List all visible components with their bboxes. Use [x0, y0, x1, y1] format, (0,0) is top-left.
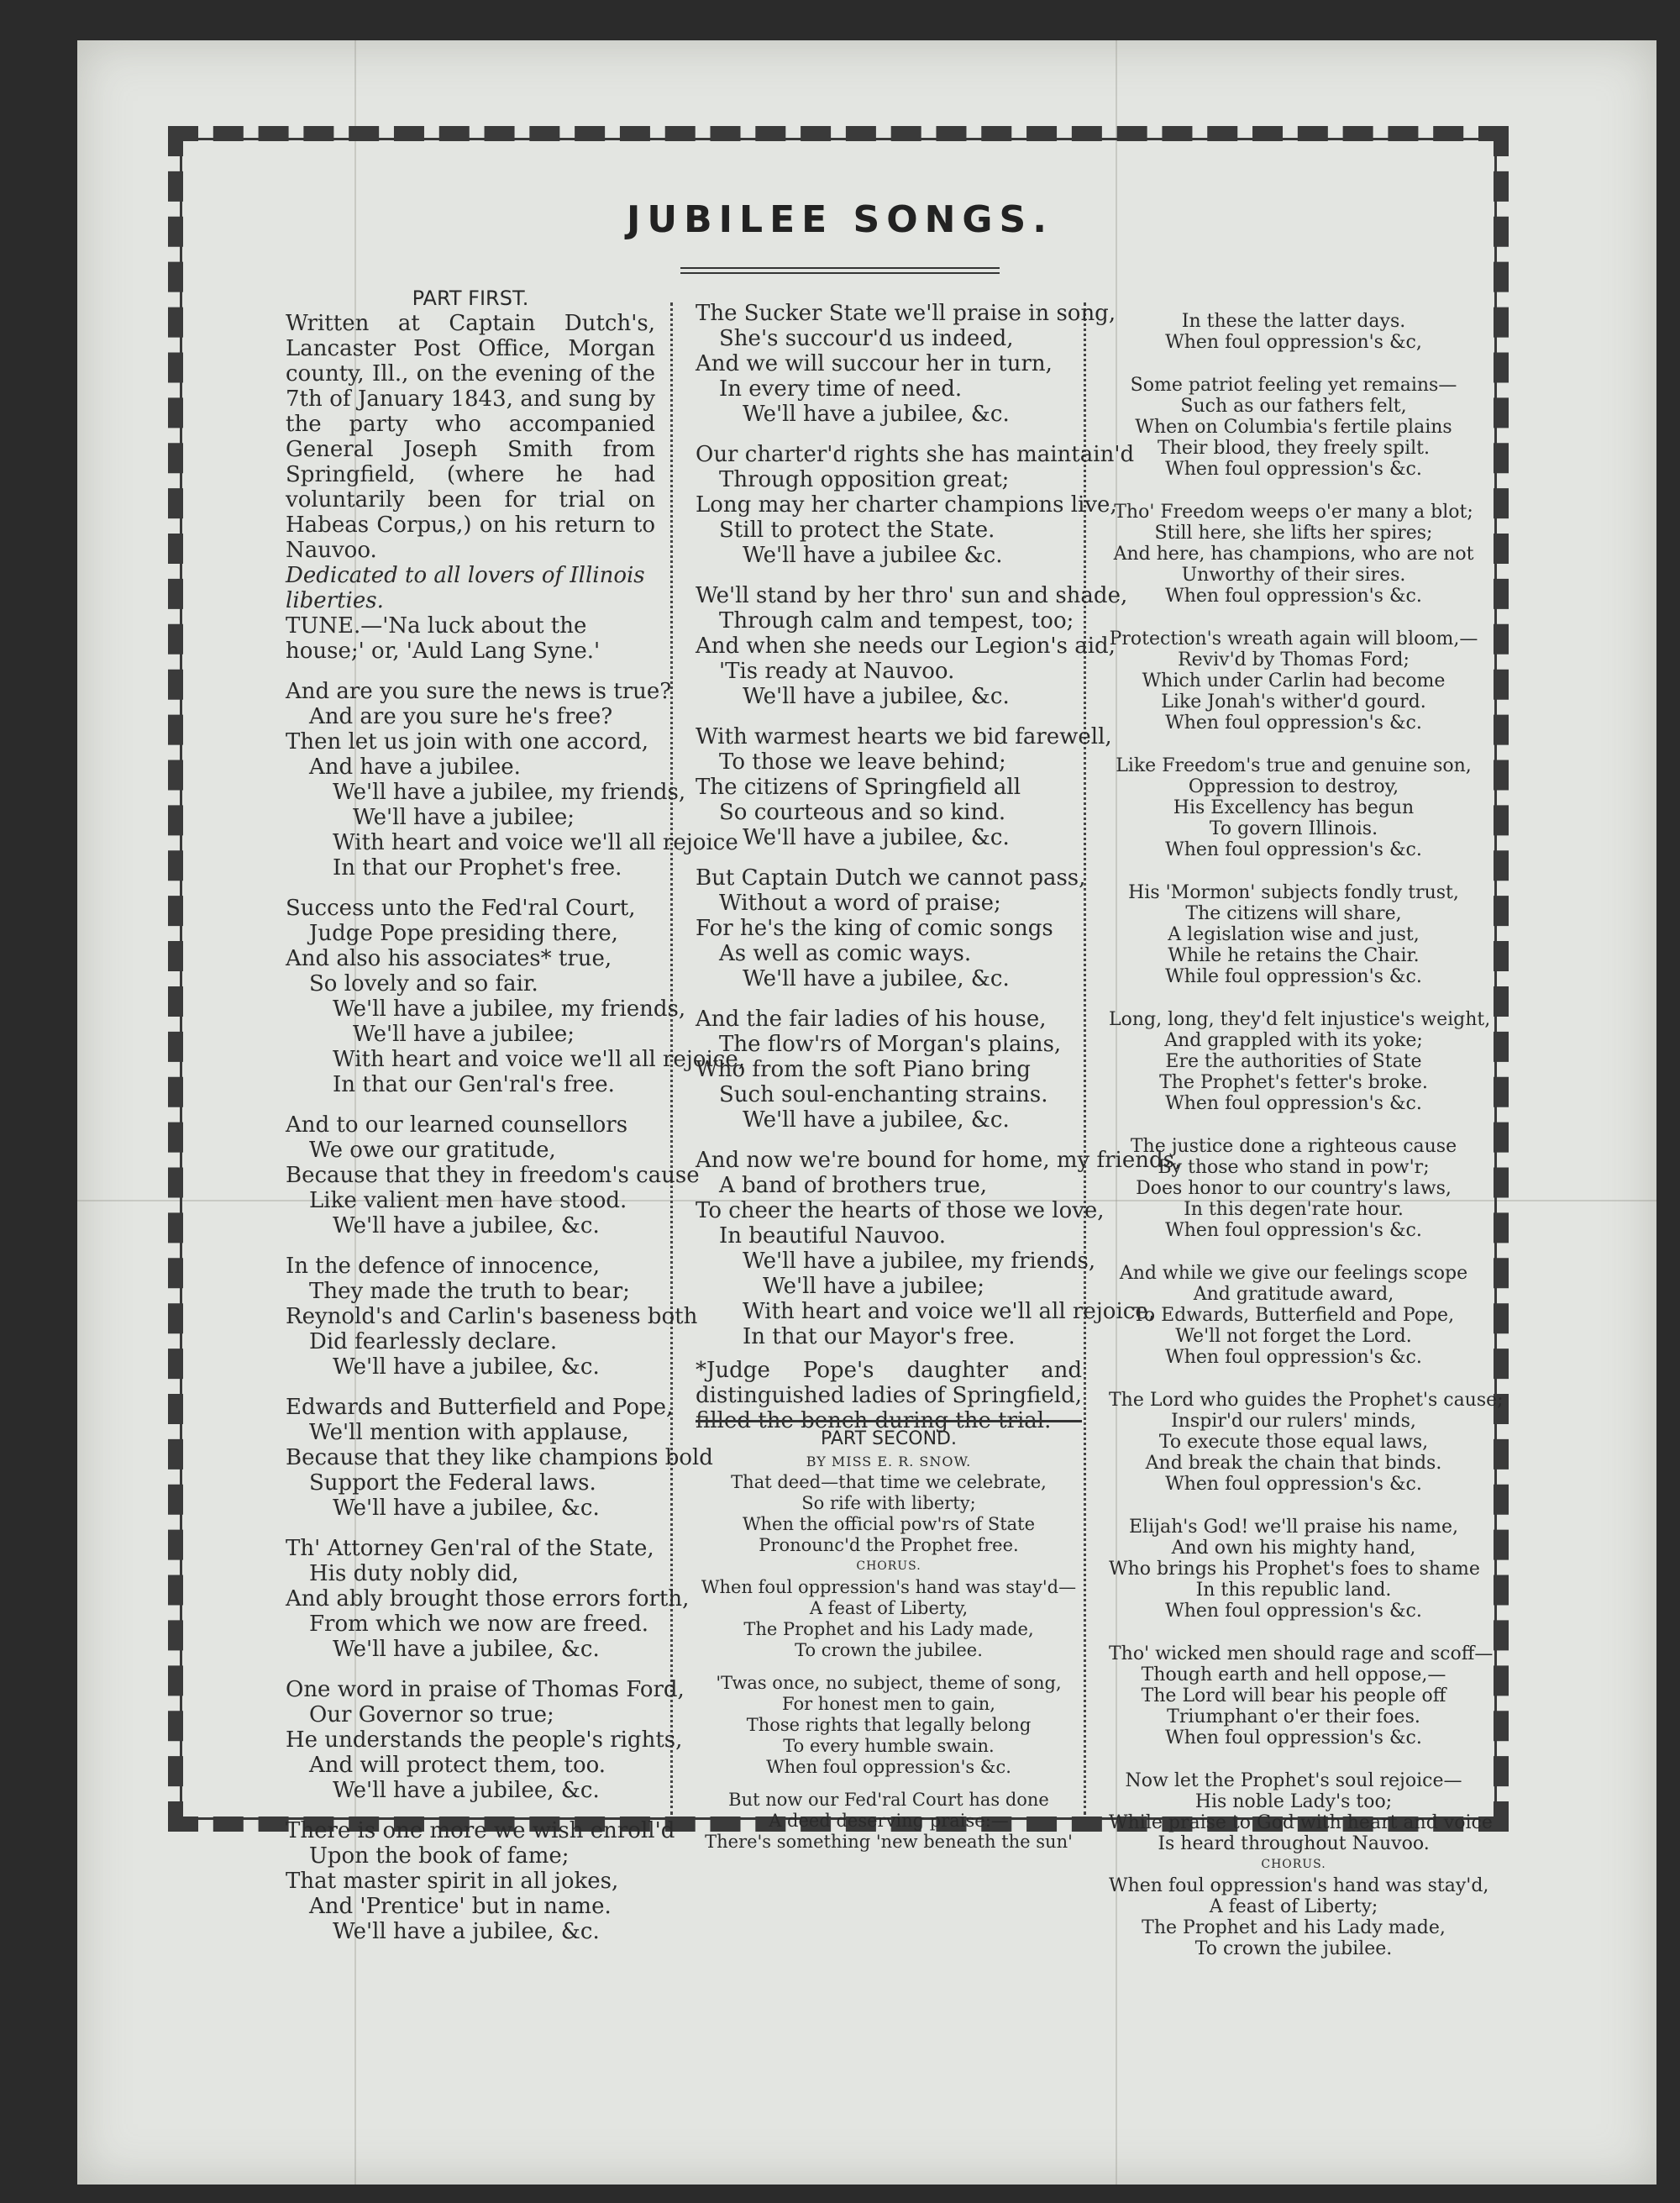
stanza	[696, 442, 1135, 568]
verse-line: To crown the jubilee.	[795, 1640, 983, 1660]
verse-line: Tho' Freedom weeps o'er many a blot;	[1114, 502, 1473, 523]
verse-line: In these the latter days.	[1181, 311, 1406, 332]
verse-line: Ere the authorities of State	[1165, 1051, 1422, 1072]
verse-line: And own his mighty hand,	[1171, 1538, 1416, 1559]
verse-line: We'll have a jubilee, my friends,	[333, 996, 686, 1022]
verse-line: Long may her charter champions live,	[696, 492, 1117, 518]
dedication: Dedicated to all lovers of Illinois liberties.	[286, 563, 645, 613]
verse-line: We'll have a jubilee, &c.	[333, 1637, 600, 1662]
verse-line: When foul oppression's hand was stay'd,	[1109, 1875, 1489, 1896]
verse-line: We'll have a jubilee, &c.	[743, 1107, 1010, 1133]
verse-line: We'll stand by her thro' sun and shade,	[696, 583, 1128, 608]
chorus-label: CHORUS.	[1261, 1858, 1326, 1871]
verse-line: Edwards and Butterfield and Pope,	[286, 1395, 674, 1420]
verse-line: So rife with liberty;	[801, 1493, 976, 1513]
verse-line: When foul oppression's &c.	[1165, 712, 1422, 733]
verse-line: When foul oppression's &c.	[1165, 1601, 1422, 1622]
column-three	[1109, 311, 1504, 1959]
stanza	[286, 1254, 698, 1380]
stanza	[286, 1818, 675, 1944]
verse-line: In that our Prophet's free.	[333, 855, 622, 881]
verse-line: Support the Federal laws.	[309, 1470, 596, 1496]
verse-line: Like Freedom's true and genuine son,	[1116, 755, 1472, 776]
chorus-label: CHORUS.	[856, 1559, 921, 1573]
verse-line: In beautiful Nauvoo.	[719, 1223, 947, 1249]
verse-line: Through calm and tempest, too;	[719, 608, 1074, 634]
stanza	[1109, 1263, 1478, 1368]
stanza	[1109, 1136, 1478, 1241]
verse-line: One word in praise of Thomas Ford,	[286, 1677, 685, 1702]
verse-line: Still to protect the State.	[719, 518, 995, 543]
column-three-stanzas	[1109, 311, 1504, 1854]
part-second	[696, 1428, 1082, 1853]
verse-line: We'll have a jubilee, &c.	[333, 1496, 600, 1521]
verse-line: For he's the king of comic songs	[696, 916, 1053, 941]
verse-line: 'Twas once, no subject, theme of song,	[716, 1673, 1062, 1693]
verse-line: A band of brothers true,	[719, 1173, 987, 1198]
verse-line: And are you sure the news is true?	[286, 679, 672, 704]
part-second-heading: PART SECOND.	[821, 1428, 957, 1449]
verse-line: Because that they like champions bold	[286, 1445, 713, 1470]
stanza	[1109, 502, 1478, 607]
verse-line: That deed—that time we celebrate,	[731, 1472, 1047, 1492]
verse-line: Judge Pope presiding there,	[309, 921, 618, 946]
verse-line: We'll have a jubilee, &c.	[743, 966, 1010, 991]
verse-line: A feast of Liberty;	[1209, 1896, 1378, 1917]
verse-line: And gratitude award,	[1193, 1284, 1394, 1305]
verse-line: The Prophet and his Lady made,	[743, 1619, 1034, 1639]
verse-line: There is one more we wish enroll'd	[286, 1818, 675, 1843]
verse-line: Such soul-enchanting strains.	[719, 1082, 1048, 1107]
verse-line: To crown the jubilee.	[1194, 1938, 1393, 1959]
verse-line: Protection's wreath again will bloom,—	[1109, 628, 1478, 649]
part-second-chorus	[696, 1577, 1082, 1661]
verse-line: Like valient men have stood.	[309, 1188, 627, 1213]
stanza	[696, 301, 1116, 427]
verse-line: She's succour'd us indeed,	[719, 326, 1014, 351]
verse-line: When foul oppression's &c.	[1165, 586, 1422, 607]
verse-line: In that our Gen'ral's free.	[333, 1072, 615, 1097]
verse-line: Pronounc'd the Prophet free.	[759, 1535, 1019, 1555]
stanza	[1109, 882, 1478, 987]
verse-line: The Lord will bear his people off	[1141, 1685, 1446, 1706]
verse-line: His Excellency has begun	[1173, 797, 1415, 818]
verse-line: When foul oppression's &c.	[1165, 839, 1422, 860]
verse-line: In every time of need.	[719, 376, 963, 402]
verse-line: Their blood, they freely spilt.	[1158, 438, 1430, 459]
verse-line: Is heard throughout Nauvoo.	[1158, 1833, 1430, 1854]
verse-line: We owe our gratitude,	[309, 1138, 556, 1163]
verse-line: That master spirit in all jokes,	[286, 1869, 619, 1894]
verse-line: Oppression to destroy,	[1188, 776, 1399, 797]
verse-line: Without a word of praise;	[719, 891, 1001, 916]
tune-line: TUNE.—'Na luck about the house;' or, 'Auld Lang Syne.'	[286, 613, 601, 664]
verse-line: And to our learned counsellors	[286, 1112, 628, 1138]
verse-line: Though earth and hell oppose,—	[1141, 1664, 1446, 1685]
verse-line: With warmest hearts we bid farewell,	[696, 724, 1112, 749]
verse-line: When the official pow'rs of State	[742, 1514, 1036, 1534]
verse-line: He understands the people's rights,	[286, 1727, 683, 1753]
verse-line: When on Columbia's fertile plains	[1135, 417, 1452, 438]
verse-line: The citizens of Springfield all	[696, 775, 1021, 800]
stanza	[696, 724, 1112, 850]
stanza	[696, 1148, 1182, 1349]
verse-line: When foul oppression's &c,	[1165, 332, 1422, 353]
verse-line: Those rights that legally belong	[746, 1715, 1032, 1735]
verse-line: From which we now are freed.	[309, 1612, 649, 1637]
part-second-stanza	[696, 1790, 1082, 1853]
stanza	[1109, 311, 1478, 353]
verse-line: His duty nobly did,	[309, 1561, 519, 1586]
verse-line: Still here, she lifts her spires;	[1154, 523, 1433, 544]
verse-line: We'll have a jubilee;	[763, 1274, 984, 1299]
verse-line: Did fearlessly declare.	[309, 1329, 558, 1354]
verse-line: We'll have a jubilee, &c.	[743, 402, 1010, 427]
verse-line: We'll have a jubilee, &c.	[333, 1354, 600, 1380]
final-chorus	[1109, 1875, 1489, 1959]
part-first-intro: Written at Captain Dutch's, Lancaster Post Office, Morgan county, Ill., on the evening of the 7th of January 1843, and sung by the party who accompanied General Joseph Smith from Springfield, (where he had voluntarily been for trial on Habeas Corpus,) on his return to Nauvoo.	[286, 311, 655, 563]
stanza	[286, 1677, 685, 1803]
verse-line: Because that they in freedom's cause	[286, 1163, 700, 1188]
verse-line: The citizens will share,	[1185, 903, 1402, 924]
verse-line: We'll have a jubilee;	[353, 1022, 575, 1047]
verse-line: And we will succour her in turn,	[696, 351, 1053, 376]
verse-line: And ably brought those errors forth,	[286, 1586, 690, 1612]
verse-line: Elijah's God! we'll praise his name,	[1129, 1517, 1458, 1538]
verse-line: To cheer the hearts of those we love,	[696, 1198, 1105, 1223]
part-first-heading: PART FIRST.	[412, 287, 529, 310]
verse-line: We'll have a jubilee, my friends,	[743, 1249, 1096, 1274]
part-divider-rule	[696, 1420, 1082, 1422]
verse-line: So courteous and so kind.	[719, 800, 1006, 825]
verse-line: Our Governor so true;	[309, 1702, 554, 1727]
stanza	[1109, 1643, 1494, 1748]
verse-line: Th' Attorney Gen'ral of the State,	[286, 1536, 654, 1561]
verse-line: As well as comic ways.	[719, 941, 972, 966]
verse-line: And here, has champions, who are not	[1113, 544, 1474, 565]
verse-line: Reviv'd by Thomas Ford;	[1178, 649, 1410, 670]
verse-line: And are you sure he's free?	[309, 704, 613, 729]
stanza	[1109, 1390, 1504, 1495]
verse-line: To Edwards, Butterfield and Pope,	[1132, 1305, 1455, 1326]
verse-line: When foul oppression's &c.	[1165, 1220, 1422, 1241]
verse-line: The justice done a righteous cause	[1130, 1136, 1457, 1157]
stanza	[696, 1007, 1082, 1133]
verse-line: We'll have a jubilee, &c.	[743, 825, 1010, 850]
verse-line: And when she needs our Legion's aid,	[696, 634, 1116, 659]
column-one	[286, 286, 745, 1944]
verse-line: Triumphant o'er their foes.	[1167, 1706, 1420, 1727]
verse-line: They made the truth to bear;	[309, 1279, 630, 1304]
part-second-stanza	[696, 1472, 1082, 1556]
verse-line: A legislation wise and just,	[1168, 924, 1420, 945]
verse-line: Now let the Prophet's soul rejoice—	[1125, 1770, 1462, 1791]
verse-line: To those we leave behind;	[719, 749, 1006, 775]
verse-line: And while we give our feelings scope	[1119, 1263, 1468, 1284]
verse-line: In this degen'rate hour.	[1184, 1199, 1404, 1220]
verse-line: There's something 'new beneath the sun'	[705, 1832, 1073, 1852]
verse-line: And also his associates* true,	[286, 946, 612, 971]
stanza	[1109, 628, 1478, 733]
verse-line: We'll not forget the Lord.	[1175, 1326, 1412, 1347]
stanza	[286, 1395, 713, 1521]
verse-line: Reynold's and Carlin's baseness both	[286, 1304, 698, 1329]
verse-line: And 'Prentice' but in name.	[309, 1894, 612, 1919]
verse-line: In that our Mayor's free.	[743, 1324, 1016, 1349]
verse-line: The Lord who guides the Prophet's cause;	[1109, 1390, 1504, 1411]
verse-line: Does honor to our country's laws,	[1136, 1178, 1452, 1199]
verse-line: To every humble swain.	[783, 1736, 995, 1756]
verse-line: When foul oppression's &c.	[1165, 1727, 1422, 1748]
stanza	[696, 865, 1086, 991]
byline: BY MISS E. R. SNOW.	[806, 1454, 972, 1470]
verse-line: While foul oppression's &c.	[1165, 966, 1422, 987]
stanza	[286, 896, 745, 1097]
part-first-stanzas	[286, 679, 745, 1944]
verse-line: Long, long, they'd felt injustice's weight,	[1109, 1009, 1491, 1030]
verse-line: Some patriot feeling yet remains—	[1130, 375, 1457, 396]
verse-line: To execute those equal laws,	[1158, 1432, 1429, 1453]
verse-line: Who from the soft Piano bring	[696, 1057, 1031, 1082]
verse-line: By those who stand in pow'r;	[1158, 1157, 1430, 1178]
column-two-stanzas	[696, 301, 1182, 1349]
verse-line: Inspir'd our rulers' minds,	[1171, 1411, 1416, 1432]
stanza	[696, 583, 1128, 709]
stanza	[1109, 1770, 1493, 1854]
verse-line: For honest men to gain,	[782, 1694, 995, 1714]
verse-line: While praise to God with heart and voice	[1109, 1812, 1493, 1833]
verse-line: His noble Lady's too;	[1194, 1791, 1393, 1812]
verse-line: And now we're bound for home, my friends,	[696, 1148, 1182, 1173]
verse-line: Which under Carlin had become	[1142, 670, 1446, 691]
verse-line: While he retains the Chair.	[1168, 945, 1420, 966]
verse-line: We'll have a jubilee, &c.	[333, 1778, 600, 1803]
footnote: *Judge Pope's daughter and distinguished ladies of Springfield, filled the bench during the trial.	[696, 1358, 1082, 1433]
verse-line: Like Jonah's wither'd gourd.	[1161, 691, 1426, 712]
verse-line: With heart and voice we'll all rejoice,	[743, 1299, 1155, 1324]
verse-line: When foul oppression's &c.	[1165, 1093, 1422, 1114]
verse-line: We'll have a jubilee, &c.	[333, 1213, 600, 1238]
verse-line: 'Tis ready at Nauvoo.	[719, 659, 955, 684]
page-title: JUBILEE SONGS.	[627, 198, 1053, 241]
verse-line: Success unto the Fed'ral Court,	[286, 896, 636, 921]
column-separator	[1084, 302, 1091, 1815]
verse-line: In this republic land.	[1195, 1580, 1392, 1601]
verse-line: In the defence of innocence,	[286, 1254, 601, 1279]
verse-line: Who brings his Prophet's foes to shame	[1109, 1559, 1480, 1580]
verse-line: Our charter'd rights she has maintain'd	[696, 442, 1135, 467]
verse-line: But Captain Dutch we cannot pass,	[696, 865, 1086, 891]
verse-line: Unworthy of their sires.	[1181, 565, 1406, 586]
stanza	[286, 1536, 690, 1662]
verse-line: When foul oppression's &c.	[1165, 1474, 1422, 1495]
stanza	[286, 1112, 700, 1238]
verse-line: To govern Illinois.	[1209, 818, 1378, 839]
verse-line: We'll have a jubilee, &c.	[333, 1919, 600, 1944]
verse-line: A feast of Liberty,	[809, 1598, 969, 1618]
verse-line: The Sucker State we'll praise in song,	[696, 301, 1116, 326]
verse-line: We'll have a jubilee, my friends,	[333, 780, 686, 805]
verse-line: When foul oppression's &c.	[1165, 1347, 1422, 1368]
verse-line: The Prophet and his Lady made,	[1142, 1917, 1446, 1938]
verse-line: And the fair ladies of his house,	[696, 1007, 1047, 1032]
verse-line: When foul oppression's &c.	[1165, 459, 1422, 480]
verse-line: And grappled with its yoke;	[1164, 1030, 1423, 1051]
verse-line: With heart and voice we'll all rejoice	[333, 830, 738, 855]
part-second-stanza	[696, 1673, 1082, 1778]
verse-line: His 'Mormon' subjects fondly trust,	[1128, 882, 1459, 903]
verse-line: Such as our fathers felt,	[1180, 396, 1407, 417]
verse-line: Then let us join with one accord,	[286, 729, 648, 754]
verse-line: Tho' wicked men should rage and scoff—	[1109, 1643, 1494, 1664]
verse-line: With heart and voice we'll all rejoice,	[333, 1047, 745, 1072]
verse-line: We'll have a jubilee &c.	[743, 543, 1003, 568]
verse-line: But now our Fed'ral Court has done	[728, 1790, 1049, 1810]
verse-line: A deed deserving praise:—	[769, 1811, 1009, 1831]
verse-line: And break the chain that binds.	[1145, 1453, 1442, 1474]
verse-line: So lovely and so fair.	[309, 971, 538, 996]
stanza	[286, 679, 738, 881]
verse-line: We'll have a jubilee;	[353, 805, 575, 830]
stanza	[1109, 375, 1478, 480]
verse-line: When foul oppression's &c.	[766, 1757, 1011, 1777]
stanza	[1109, 755, 1478, 860]
title-rule	[680, 267, 1000, 274]
column-two	[696, 286, 1182, 1433]
verse-line: Upon the book of fame;	[309, 1843, 570, 1869]
verse-line: We'll mention with applause,	[309, 1420, 629, 1445]
verse-line: The flow'rs of Morgan's plains,	[719, 1032, 1062, 1057]
verse-line: And have a jubilee.	[309, 754, 521, 780]
verse-line: We'll have a jubilee, &c.	[743, 684, 1010, 709]
stanza	[1109, 1009, 1491, 1114]
verse-line: Through opposition great;	[719, 467, 1010, 492]
stanza	[1109, 1517, 1478, 1622]
verse-line: And will protect them, too.	[309, 1753, 606, 1778]
verse-line: The Prophet's fetter's broke.	[1159, 1072, 1428, 1093]
verse-line: When foul oppression's hand was stay'd—	[701, 1577, 1077, 1597]
